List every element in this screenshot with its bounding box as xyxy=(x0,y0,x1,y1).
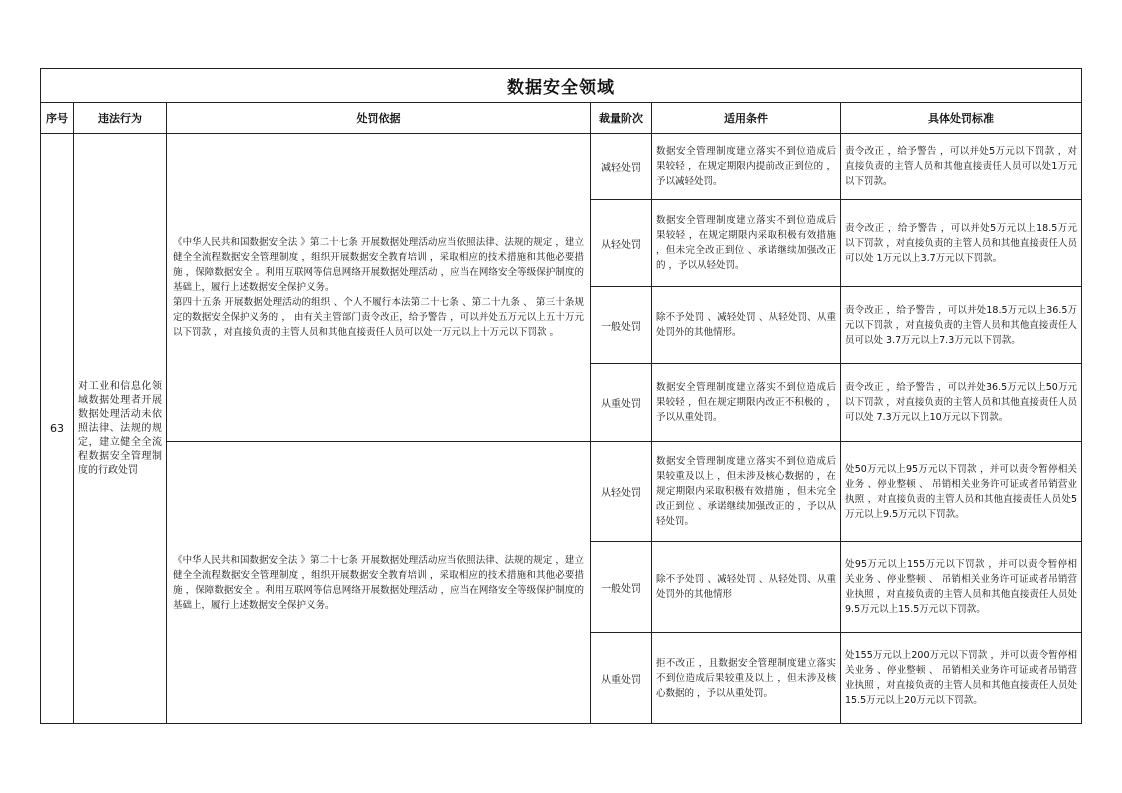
level-cell: 从轻处罚 xyxy=(591,442,652,542)
condition-cell: 数据安全管理制度建立落实不到位造成后果较轻 ，在规定期限内提前改正到位的 ，予以减轻处罚。 xyxy=(652,134,841,200)
condition-cell: 除不予处罚 、减轻处罚 、从轻处罚、从重处罚外的其他情形 xyxy=(652,542,841,633)
basis-paragraph: 《中华人民共和国数据安全法 》第二十七条 开展数据处理活动应当依照法律、法规的规定 ，建立健全全流程数据安全管理制度 ，组织开展数据安全教育培训 ，采取相应的技术措施和其他必要措施 ，保障数据安全 。利用互联网等信息网络开展数据处理活动 ，应当在网络安全等级保护制度的基础上，履行上述数据安全保护义务。 xyxy=(173,554,584,611)
condition-cell: 数据安全管理制度建立落实不到位造成后果较轻 ，在规定期限内采取积极有效措施 ，但未完全改正到位 、承诺继续加强改正的 ，予以从轻处罚。 xyxy=(652,200,841,287)
level-cell: 从重处罚 xyxy=(591,633,652,724)
condition-cell: 数据安全管理制度建立落实不到位造成后果较重及以上 ，但未涉及核心数据的 ，在规定期限内采取积极有效措施 ，但未完全改正到位 、承诺继续加强改正的 ，予以从轻处罚。 xyxy=(652,442,841,542)
table-row xyxy=(41,442,1082,542)
basis-group-2 xyxy=(167,442,591,724)
header-row xyxy=(41,103,1082,134)
standard-cell: 责令改正 ，给予警告 ，可以并处18.5万元以上36.5万元以下罚款 ，对直接负责的主管人员和其他直接责任人员可以处 3.7万元以上7.3万元以下罚款。 xyxy=(841,287,1082,364)
item-index: 63 xyxy=(41,134,74,724)
header-index: 序号 xyxy=(41,103,74,134)
standard-cell: 处155万元以上200万元以下罚款 ，并可以责令暂停相关业务 、停业整顿 、 吊销相关业务许可证或者吊销营业执照 ，对直接负责的主管人员和其他直接责任人员处 15.5万元以上20万元以下罚款。 xyxy=(841,633,1082,724)
standard-cell: 处95万元以上155万元以下罚款 ，并可以责令暂停相关业务 、停业整顿 、 吊销相关业务许可证或者吊销营业执照 ，对直接负责的主管人员和其他直接责任人员处 9.5万元以上15.5万元以下罚款。 xyxy=(841,542,1082,633)
condition-cell: 除不予处罚 、减轻处罚 、从轻处罚、从重处罚外的其他情形。 xyxy=(652,287,841,364)
level-cell: 减轻处罚 xyxy=(591,134,652,200)
basis-group-1 xyxy=(167,134,591,442)
level-cell: 从重处罚 xyxy=(591,364,652,442)
basis-paragraph: 《中华人民共和国数据安全法 》第二十七条 开展数据处理活动应当依照法律、法规的规定 ，建立健全全流程数据安全管理制度 ，组织开展数据安全教育培训 ，采取相应的技术措施和其他必要措施 ，保障数据安全 。利用互联网等信息网络开展数据处理活动 ，应当在网络安全等级保护制度的基础上，履行上述数据安全保护义务。 xyxy=(173,237,584,293)
table-row xyxy=(41,134,1082,200)
standard-cell: 处50万元以上95万元以下罚款 ，并可以责令暂停相关业务 、停业整顿 、 吊销相关业务许可证或者吊销营业执照 ，对直接负责的主管人员和其他直接责任人员处5万元以上9.5万元以下罚款。 xyxy=(841,442,1082,542)
condition-cell: 拒不改正 ，且数据安全管理制度建立落实不到位造成后果较重及以上 ，但未涉及核心数据的 ，予以从重处罚。 xyxy=(652,633,841,724)
header-condition: 适用条件 xyxy=(652,103,841,134)
header-standard: 具体处罚标准 xyxy=(841,103,1082,134)
violation-text: 对工业和信息化领域数据处理者开展数据处理活动未依照法律、法规的规定，建立健全全流程数据安全管理制度的行政处罚 xyxy=(74,134,167,724)
level-cell: 一般处罚 xyxy=(591,287,652,364)
condition-cell: 数据安全管理制度建立落实不到位造成后果较轻 ，但在规定期限内改正不积极的 ，予以从重处罚。 xyxy=(652,364,841,442)
level-cell: 从轻处罚 xyxy=(591,200,652,287)
header-level: 裁量阶次 xyxy=(591,103,652,134)
header-violation: 违法行为 xyxy=(74,103,167,134)
standard-cell: 责令改正 ，给予警告 ，可以并处5万元以上18.5万元以下罚款 ，对直接负责的主管人员和其他直接责任人员可以处 1万元以上3.7万元以下罚款。 xyxy=(841,200,1082,287)
standard-cell: 责令改正 ，给予警告 ，可以并处5万元以下罚款 ，对直接负责的主管人员和其他直接责任人员可以处1万元以下罚款。 xyxy=(841,134,1082,200)
level-cell: 一般处罚 xyxy=(591,542,652,633)
header-basis: 处罚依据 xyxy=(167,103,591,134)
standard-cell: 责令改正 ，给予警告 ，可以并处36.5万元以上50万元以下罚款 ，对直接负责的主管人员和其他直接责任人员可以处 7.3万元以上10万元以下罚款。 xyxy=(841,364,1082,442)
table-title: 数据安全领域 xyxy=(41,69,1082,103)
penalty-table xyxy=(40,68,1082,724)
basis-paragraph: 第四十五条 开展数据处理活动的组织 、个人不履行本法第二十七条 、第二十九条 、 第三十条规定的数据安全保护义务的 ， 由有关主管部门责令改正，给予警告 ，可以并处五万元以上五十万元以下罚款 ，对直接负责的主管人员和其他直接责任人员可以处一万元以上十万元以下罚款 。 xyxy=(173,297,584,338)
